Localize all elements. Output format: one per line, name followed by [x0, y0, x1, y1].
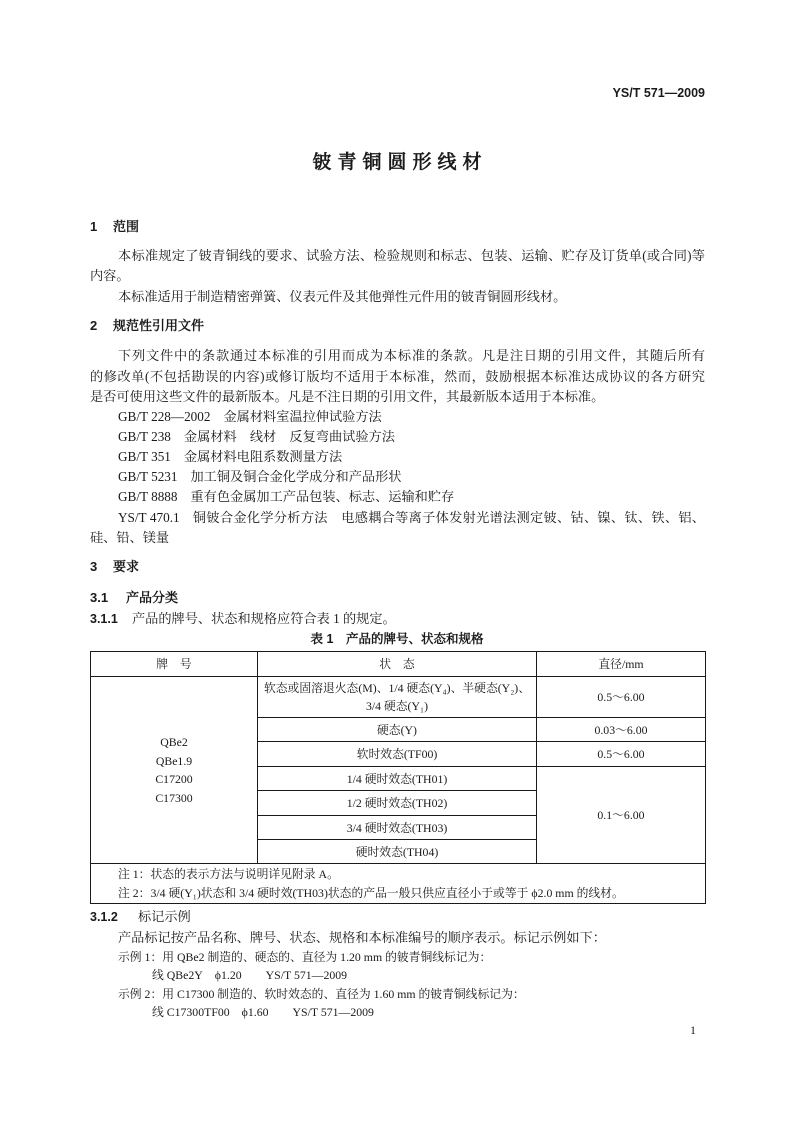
mark-standard: YS/T 571—2009: [292, 1005, 374, 1019]
section-number: 2: [90, 318, 98, 333]
clause-3-1-1: [90, 609, 396, 629]
grade-cell: [91, 677, 258, 864]
section-number: 3: [90, 559, 98, 574]
reference-item: [118, 447, 342, 467]
paragraph-line: 内容。: [90, 268, 130, 283]
reference-code: GB/T 351: [118, 449, 171, 464]
paragraph: 本标准适用于制造精密弹簧、仪表元件及其他弹性元件用的铍青铜圆形线材。: [118, 289, 567, 304]
clause-number: 3.1.1: [90, 612, 118, 626]
subsection-number: 3.1: [90, 590, 109, 605]
paragraph-line: 的修改单(不包括勘误的内容)或修订版均不适用于本标准，然而，鼓励根据本标准达成协议的各方研究: [90, 369, 705, 384]
state-cell: 3/4 硬时效态(TH03): [258, 816, 537, 840]
diameter-cell: 0.03～6.00: [537, 718, 706, 742]
section-title: 范围: [113, 219, 140, 234]
clause-title: 标记示例: [138, 909, 191, 924]
paragraph-line: 是否可使用这些文件的最新版本。凡是不注日期的引用文件，其最新版本适用于本标准。: [90, 389, 605, 404]
mark-diameter: ϕ1.60: [241, 1005, 269, 1019]
reference-title: 重有色金属加工产品包装、标志、运输和贮存: [190, 489, 455, 504]
page-number: 1: [690, 1023, 696, 1037]
section-title: 要求: [113, 559, 140, 574]
mark-product: 线 QBe2Y: [152, 968, 203, 982]
column-header-grade: 牌 号: [91, 652, 258, 677]
subsection-heading-classification: [90, 588, 178, 608]
reference-title: 金属材料 线材 反复弯曲试验方法: [183, 429, 395, 444]
paragraph: 产品标记按产品名称、牌号、状态、规格和本标准编号的顺序表示。标记示例如下：: [118, 930, 606, 945]
subsection-title: 产品分类: [126, 590, 179, 605]
grade: QBe1.9: [155, 753, 193, 768]
mark-diameter: ϕ1.20: [214, 968, 242, 982]
section-title: 规范性引用文件: [113, 318, 205, 333]
state-line: 3/4 硬态(Y₁): [365, 699, 429, 713]
example-label: 示例 2：用 C17300 制造的、软时效态的、直径为 1.60 mm 的铍青铜线标记为：: [118, 987, 525, 1001]
reference-code: GB/T 5231: [118, 469, 178, 484]
state-cell: 1/2 硬时效态(TH02): [258, 791, 537, 816]
paragraph-line: 本标准规定了铍青铜线的要求、试验方法、检验规则和标志、包装、运输、贮存及订货单(或合同)等: [118, 248, 705, 263]
column-header-diameter: 直径/mm: [537, 652, 706, 677]
state-cell: 1/4 硬时效态(TH01): [258, 767, 537, 791]
document-code: YS/T 571—2009: [612, 86, 705, 100]
reference-item: [118, 467, 401, 487]
table-caption: 表 1 产品的牌号、状态和规格: [310, 632, 484, 646]
clause-3-1-2-heading: [90, 907, 191, 927]
reference-title-continuation: 硅、铅、镁量: [90, 530, 170, 545]
reference-title: 金属材料电阻系数测量方法: [183, 449, 343, 464]
diameter-cell-merged: 0.1～6.00: [537, 767, 706, 864]
paragraph-line: 下列文件中的条款通过本标准的引用而成为本标准的条款。凡是注日期的引用文件，其随后所有: [118, 348, 705, 363]
reference-item: [118, 407, 382, 427]
reference-code: GB/T 238: [118, 429, 171, 444]
reference-code: GB/T 228—2002: [118, 409, 211, 424]
table-note: 注 2：3/4 硬(Y₁)状态和 3/4 硬时效(TH03)状态的产品一般只供应直径小于或等于 ϕ2.0 mm 的线材。: [118, 885, 624, 900]
state-cell: 硬态(Y): [258, 718, 537, 742]
state-cell: [258, 677, 537, 718]
grade: C17300: [155, 790, 193, 805]
mark-standard: YS/T 571—2009: [265, 968, 348, 982]
grade: QBe2: [160, 735, 188, 749]
section-heading-scope: [90, 217, 139, 237]
diameter-cell: 0.5～6.00: [537, 677, 706, 718]
reference-title: 加工铜及铜合金化学成分和产品形状: [190, 469, 402, 484]
table-notes: [91, 864, 706, 904]
clause-number: 3.1.2: [90, 910, 118, 924]
example-mark: [152, 965, 347, 985]
example-label: 示例 1：用 QBe2 制造的、硬态的、直径为 1.20 mm 的铍青铜线标记为：: [118, 950, 492, 964]
table-note: 注 1：状态的表示方法与说明详见附录 A。: [118, 866, 339, 881]
reference-title: 铜铍合金化学分析方法 电感耦合等离子体发射光谱法测定铍、钴、镍、钛、铁、铝、: [192, 510, 705, 525]
example-mark: [152, 1002, 374, 1022]
section-number: 1: [90, 219, 98, 234]
reference-title: 金属材料室温拉伸试验方法: [223, 409, 382, 424]
section-heading-references: [90, 316, 204, 336]
reference-item: [118, 427, 395, 447]
diameter-cell: 0.5～6.00: [537, 742, 706, 767]
product-spec-table: [90, 651, 706, 904]
reference-code: YS/T 470.1: [118, 510, 180, 525]
state-cell: 软时效态(TF00): [258, 742, 537, 767]
section-heading-requirements: [90, 557, 139, 577]
grade: C17200: [155, 772, 193, 786]
state-line: 软态或固溶退火态(M)、1/4 硬态(Y₄)、半硬态(Y₂)、: [263, 681, 531, 695]
document-title: 铍青铜圆形线材: [312, 152, 488, 173]
reference-code: GB/T 8888: [118, 489, 178, 504]
reference-item: [118, 508, 705, 528]
column-header-state: 状 态: [258, 652, 537, 677]
clause-text: 产品的牌号、状态和规格应符合表 1 的规定。: [132, 611, 396, 626]
table-notes-row: [91, 864, 706, 904]
state-cell: 硬时效态(TH04): [258, 840, 537, 864]
table-header-row: [91, 652, 706, 677]
reference-item: [118, 487, 454, 507]
table-row: [91, 677, 706, 718]
mark-product: 线 C17300TF00: [152, 1005, 230, 1019]
